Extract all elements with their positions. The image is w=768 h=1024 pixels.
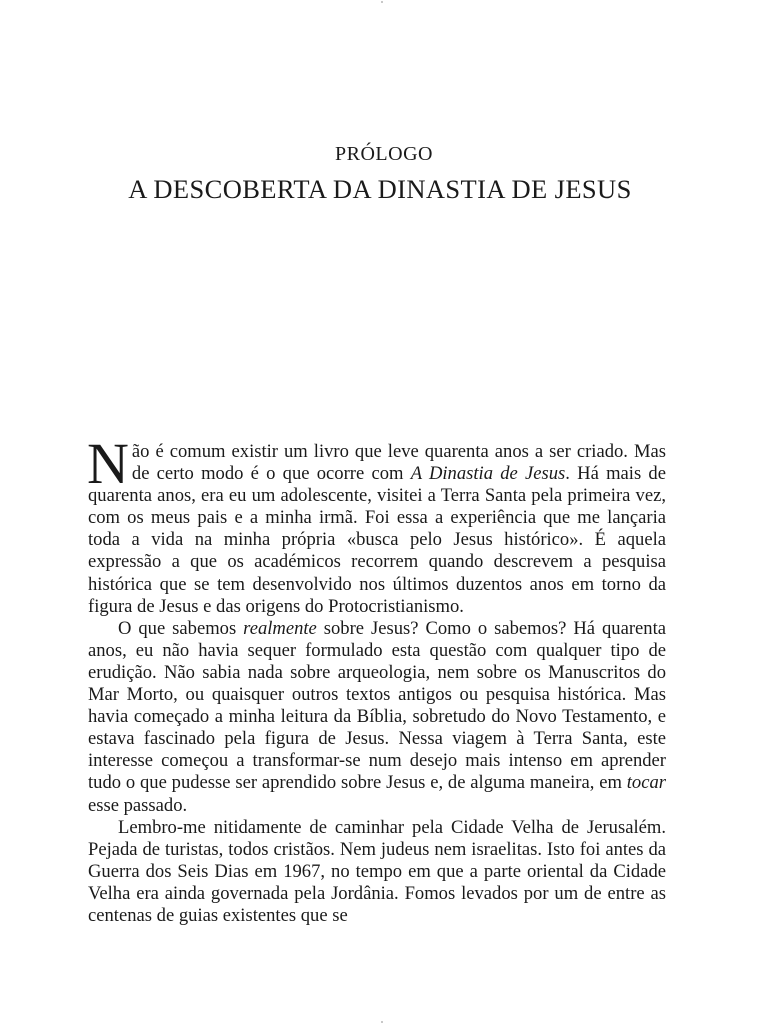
book-title-italic: A Dinastia de Jesus <box>410 463 566 485</box>
paragraph <box>88 618 666 817</box>
crop-mark <box>381 1021 383 1023</box>
section-kicker: PRÓLOGO <box>335 143 433 165</box>
text-run: O que sabemos <box>118 617 244 639</box>
crop-mark <box>381 1 383 3</box>
paragraph <box>87 431 666 618</box>
chapter-title: A DESCOBERTA DA DINASTIA DE JESUS <box>128 174 632 204</box>
emphasis-italic: realmente <box>243 617 317 639</box>
text-run: ão é comum existir um livro que leve quarenta anos a ser criado. Mas de certo modo é o que ocorre com <box>131 441 666 485</box>
text-run: esse passado. <box>88 794 188 816</box>
text-run: . Há mais de quarenta anos, era eu um adolescente, visitei a Terra Santa pela primeira vez, com os meus pais e a minha irmã. Foi essa a experiência que me lançaria toda a vida na minha própria «busca pelo Jesus histórico». É aquela expressão a que os académicos recorrem quando descrevem a pesquisa histórica que se tem desenvolvido nos últimos duzentos anos em torno da figura de Jesus e das origens do Protocristianismo. <box>88 463 666 617</box>
paragraph <box>88 817 666 927</box>
drop-cap: N <box>87 431 129 496</box>
text-run: sobre Jesus? Como o sabemos? Há quarenta anos, eu não havia sequer formulado esta questão com qualquer tipo de erudição. Não sabia nada sobre arqueologia, nem sobre os Manuscritos do Mar Morto, ou quaisquer outros textos antigos ou pesquisa histórica. Mas havia começado a minha leitura da Bíblia, sobretudo do Novo Testamento, e estava fascinado pela figura de Jesus. Nessa viagem à Terra Santa, este interesse começou a transformar-se num desejo mais intenso em aprender tudo o que pudesse ser aprendido sobre Jesus e, de alguma maneira, em <box>88 617 666 794</box>
emphasis-italic: tocar <box>626 772 666 794</box>
text-run: Lembro-me nitidamente de caminhar pela Cidade Velha de Jerusalém. Pejada de turistas, todos cristãos. Nem judeus nem israelitas. Isto foi antes da Guerra dos Seis Dias em 1967, no tempo em que a parte oriental da Cidade Velha era ainda governada pela Jordânia. Fomos levados por um de entre as centenas de guias existentes que se <box>88 816 666 926</box>
body-text <box>87 431 666 927</box>
